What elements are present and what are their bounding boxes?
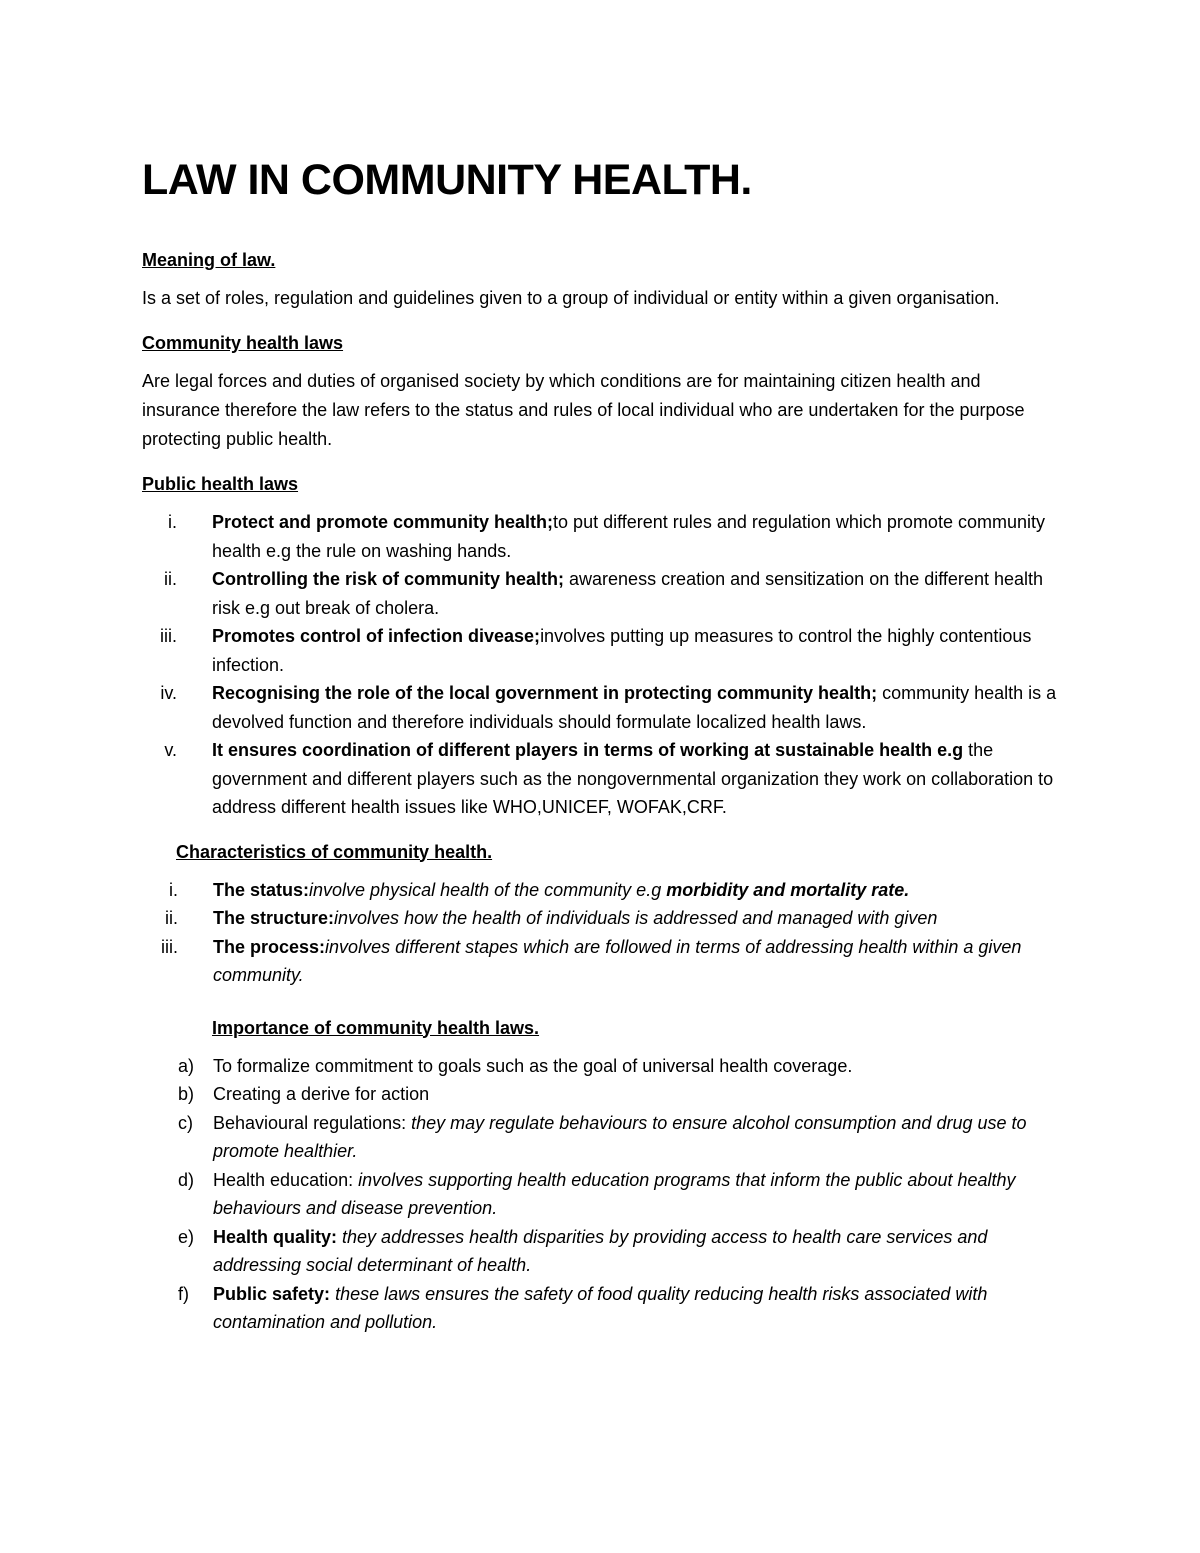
- item-italic-text: they may regulate behaviours to ensure alcohol consumption and drug use to promote healthier.: [213, 1112, 1027, 1161]
- meaning-heading: Meaning of law.: [142, 250, 276, 270]
- item-bold-text: The status:: [213, 879, 310, 900]
- item-italic-text: they addresses health disparities by providing access to health care services and addressing social determinant of health.: [213, 1226, 988, 1275]
- item-text: Creating a derive for action: [213, 1084, 430, 1104]
- list-item: [142, 1080, 1060, 1109]
- characteristics-list: [142, 876, 1060, 990]
- list-marker: iv.: [160, 683, 177, 703]
- list-marker: iii.: [161, 936, 178, 957]
- item-bold-text: The structure:: [213, 908, 335, 928]
- characteristics-heading: Characteristics of community health.: [176, 841, 493, 862]
- item-bold-italic-text: morbidity and mortality rate.: [666, 879, 910, 900]
- list-item: [142, 565, 1060, 622]
- item-text: Behavioural regulations:: [213, 1112, 412, 1133]
- list-marker: e): [178, 1226, 195, 1247]
- item-text: Health education:: [213, 1169, 359, 1190]
- item-italic-text: these laws ensures the safety of food quality reducing health risks associated with contamination and pollution.: [213, 1283, 988, 1332]
- list-item: [142, 622, 1060, 679]
- list-item: [142, 876, 1060, 905]
- importance-heading: Importance of community health laws.: [212, 1017, 540, 1038]
- list-item: [142, 1109, 1060, 1166]
- item-bold-text: It ensures coordination of different players in terms of working at sustainable health e.g: [212, 740, 964, 760]
- public-laws-list: [142, 508, 1060, 822]
- item-italic-text: involve physical health of the community e.g: [309, 879, 667, 900]
- item-bold-text: Health quality:: [213, 1226, 338, 1247]
- list-item: [142, 1166, 1060, 1223]
- item-bold-text: Protect and promote community health;: [212, 512, 554, 532]
- item-text: community health is a devolved function and therefore individuals should formulate localized health laws.: [212, 683, 1057, 732]
- document-title: LAW IN COMMUNITY HEALTH.: [142, 156, 752, 204]
- list-item: [142, 1052, 1060, 1081]
- list-marker: iii.: [160, 626, 177, 646]
- list-marker: d): [178, 1169, 195, 1190]
- item-italic-text: involves how the health of individuals is addressed and managed with given: [334, 908, 938, 928]
- item-text: involves putting up measures to control the highly contentious infection.: [212, 626, 1032, 675]
- list-item: [142, 508, 1060, 565]
- list-item: [142, 1280, 1060, 1337]
- item-italic-text: involves supporting health education programs that inform the public about healthy behaviours and disease prevention.: [213, 1169, 1016, 1218]
- list-marker: ii.: [165, 908, 178, 928]
- list-item: [142, 904, 1060, 933]
- community-laws-heading: Community health laws: [142, 333, 344, 353]
- list-marker: a): [178, 1055, 195, 1076]
- importance-list: [142, 1052, 1060, 1337]
- item-text: to put different rules and regulation which promote community health e.g the rule on washing hands.: [212, 512, 1045, 561]
- item-text: awareness creation and sensitization on the different health risk e.g out break of cholera.: [212, 569, 1043, 618]
- item-bold-text: Recognising the role of the local government in protecting community health;: [212, 683, 878, 703]
- list-marker: f): [178, 1283, 189, 1304]
- item-bold-text: Controlling the risk of community health;: [212, 569, 565, 589]
- list-item: [142, 679, 1060, 736]
- item-italic-text: involves different stapes which are followed in terms of addressing health within a given community.: [213, 936, 1022, 985]
- list-marker: ii.: [164, 569, 177, 589]
- item-bold-text: Public safety:: [213, 1283, 331, 1304]
- meaning-text: Is a set of roles, regulation and guidelines given to a group of individual or entity within a given organisation.: [142, 288, 1000, 308]
- list-marker: v.: [164, 740, 177, 760]
- list-item: [142, 1223, 1060, 1280]
- public-laws-heading: Public health laws: [142, 474, 299, 494]
- item-bold-text: Promotes control of infection divease;: [212, 626, 541, 646]
- item-text: To formalize commitment to goals such as the goal of universal health coverage.: [213, 1055, 853, 1076]
- community-laws-text: Are legal forces and duties of organised society by which conditions are for maintaining citizen health and insurance therefore the law refers to the status and rules of local individual who are undertaken for the purpose protecting public health.: [142, 371, 1025, 449]
- list-marker: i.: [168, 512, 177, 532]
- item-text: the government and different players such as the nongovernmental organization they work on collaboration to address different health issues like WHO,UNICEF, WOFAK,CRF.: [212, 740, 1054, 817]
- list-item: [142, 933, 1060, 990]
- list-marker: b): [178, 1084, 195, 1104]
- list-marker: i.: [169, 879, 178, 900]
- item-bold-text: The process:: [213, 936, 326, 957]
- list-item: [142, 736, 1060, 822]
- list-marker: c): [178, 1112, 193, 1133]
